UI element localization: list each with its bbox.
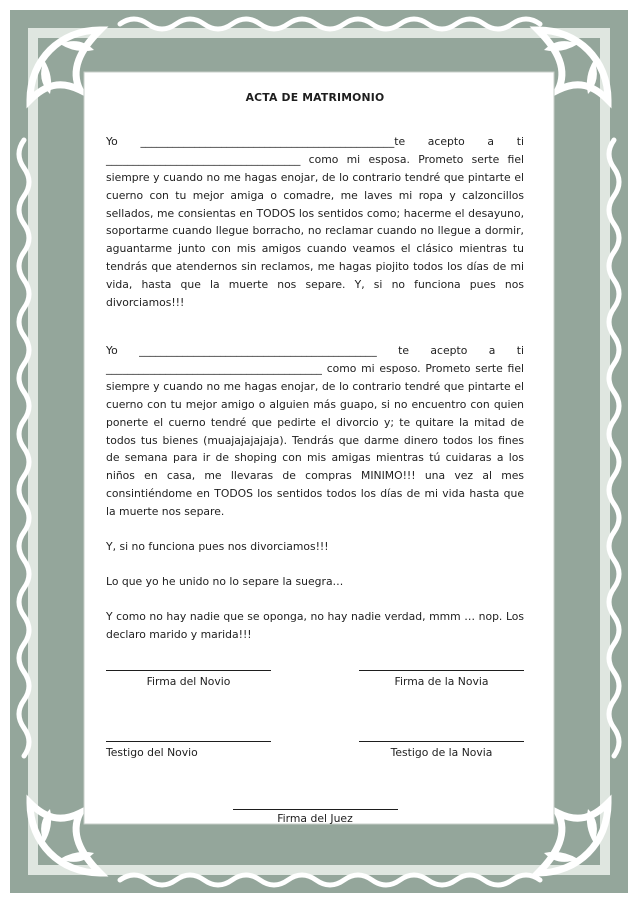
- signature-line: [106, 725, 271, 742]
- groom-witness-signature: [106, 725, 271, 762]
- suegra-line: Lo que yo he unido no lo separe la suegra…: [106, 574, 344, 588]
- divorce-line: Y, si no funciona pues nos divorciamos!!!: [106, 540, 329, 554]
- bride-signature-label: Firma de la Novia: [394, 674, 489, 688]
- bride-vow: Yo ____________________________________________ te acepto a ti ________________________________________ como mi esposo. Prometo serte fiel siempre y cuando no me hagas enojar, de lo contrario tendré que pintarte el cuerno con tu mejor amigo o alguien más guapo, si no encuentro con quien ponerte el cuerno tendré que pedirte el divorcio y; te quitare la mitad de todos tus bienes (muajajajajaja). Tendrás que darme dinero todos los fines de semana para ir de shoping con mis amigas mientras tú cuidaras a los niños en casa, me llevaras de compras MINIMO!!! una vez al mes consintiéndome en TODOS los sentidos todos los días de mi vida hasta que la muerte nos separe.: [106, 343, 524, 519]
- certificate-content: [106, 89, 524, 828]
- signature-line: [359, 725, 524, 742]
- judge-signature: [233, 793, 398, 828]
- groom-signature-label: Firma del Novio: [146, 674, 231, 688]
- bride-witness-signature: [359, 725, 524, 762]
- signature-line: [359, 654, 524, 671]
- groom-signature: [106, 654, 271, 691]
- document-title: ACTA DE MATRIMONIO: [245, 91, 385, 104]
- groom-vow: Yo _______________________________________________te acepto a ti ____________________________________ como mi esposa. Prometo serte fiel siempre y cuando no me hagas enojar, de lo contrario tendré que pintarte el cuerno con tu mejor amiga o comadre, me laves mi ropa y calzoncillos sellados, me consientas en TODOS los sentidos como; hacerme el desayuno, soportarme cuando llegue borracho, no reclamar cuando no llegue a dormir, aguantarme junto con mis amigos cuando veamos el clásico mientras tu tendrás que atendernos sin reclamos, me hagas piojito todos los días de mi vida, hasta que la muerte nos separe. Y, si no funciona pues nos divorciamos!!!: [106, 134, 524, 310]
- signature-row-witnesses: [106, 725, 524, 762]
- bride-signature: [359, 654, 524, 691]
- signature-line: [233, 793, 398, 810]
- judge-signature-label: Firma del Juez: [277, 812, 353, 826]
- bride-witness-label: Testigo de la Novia: [390, 745, 493, 759]
- signature-line: [106, 654, 271, 671]
- signature-row-spouses: [106, 654, 524, 691]
- closing-declaration: Y como no hay nadie que se oponga, no hay nadie verdad, mmm … nop. Los declaro marido y marida!!!: [106, 609, 524, 641]
- groom-witness-label: Testigo del Novio: [106, 745, 198, 759]
